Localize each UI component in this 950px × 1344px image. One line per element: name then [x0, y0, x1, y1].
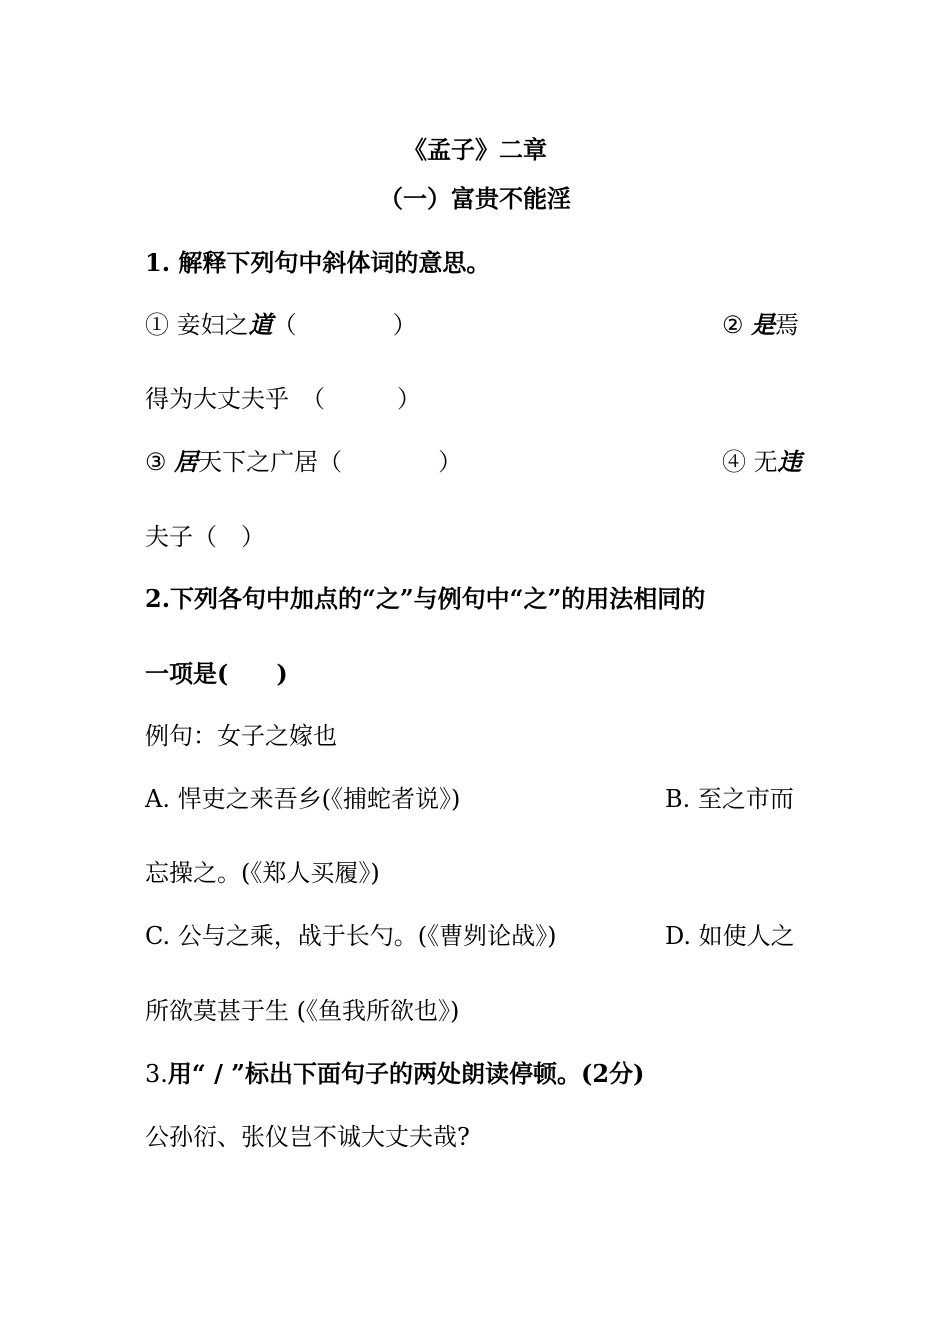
q1-item-2 [722, 310, 799, 340]
q3-number: 3. [145, 1060, 168, 1088]
q1-item1-blank: （ ） [272, 311, 417, 339]
section-subtitle: （一）富贵不能淫 [379, 184, 571, 213]
q3-instruction: 用“ / ”标出下面句子的两处朗读停顿。(2分) [167, 1059, 645, 1088]
q1-item-2-continued: 得为大丈夫乎 （ ） [145, 385, 421, 413]
q1-item3-suffix: 天下之广居（ ） [198, 448, 463, 476]
q1-item-1 [145, 310, 417, 340]
q1-item2-suffix: 焉 [775, 311, 800, 339]
q1-item-4 [722, 447, 802, 477]
q2-option-d-continued: 所欲莫甚于生 (《鱼我所欲也》) [145, 997, 460, 1025]
page-title: 《孟子》二章 [403, 135, 547, 164]
q1-item-4-continued: 夫子（ ） [145, 523, 265, 551]
q2-heading-line1: 2.下列各句中加点的“之”与例句中“之”的用法相同的 [145, 584, 706, 613]
q1-item2-word: 是 [751, 310, 776, 339]
q2-option-b-continued: 忘操之。(《郑人买履》) [145, 859, 380, 887]
q3-sentence: 公孙衍、张仪岂不诚大丈夫哉? [145, 1123, 470, 1151]
q2-option-c: C. 公与之乘，战于长勺。(《曹刿论战》) [145, 922, 557, 950]
q1-item-3 [145, 447, 462, 477]
q2-option-b: B. 至之市而 [665, 785, 794, 813]
q1-item4-word: 违 [777, 447, 802, 476]
q2-heading-line2: 一项是( ) [145, 659, 288, 688]
q2-example: 例句：女子之嫁也 [145, 722, 337, 750]
q1-heading: 1. 解释下列句中斜体词的意思。 [145, 248, 491, 277]
q2-option-a: A. 悍吏之来吾乡(《捕蛇者说》) [145, 785, 461, 813]
q1-item3-prefix: ③ [145, 448, 175, 476]
q2-option-d: D. 如使人之 [665, 922, 795, 950]
q1-item3-word: 居 [174, 447, 199, 476]
q1-item1-prefix: ① 妾妇之 [145, 311, 249, 339]
q1-item1-word: 道 [248, 310, 273, 339]
q1-item4-prefix: ④ 无 [722, 448, 778, 476]
q3-heading [145, 1059, 644, 1089]
q1-item2-prefix: ② [722, 311, 752, 339]
